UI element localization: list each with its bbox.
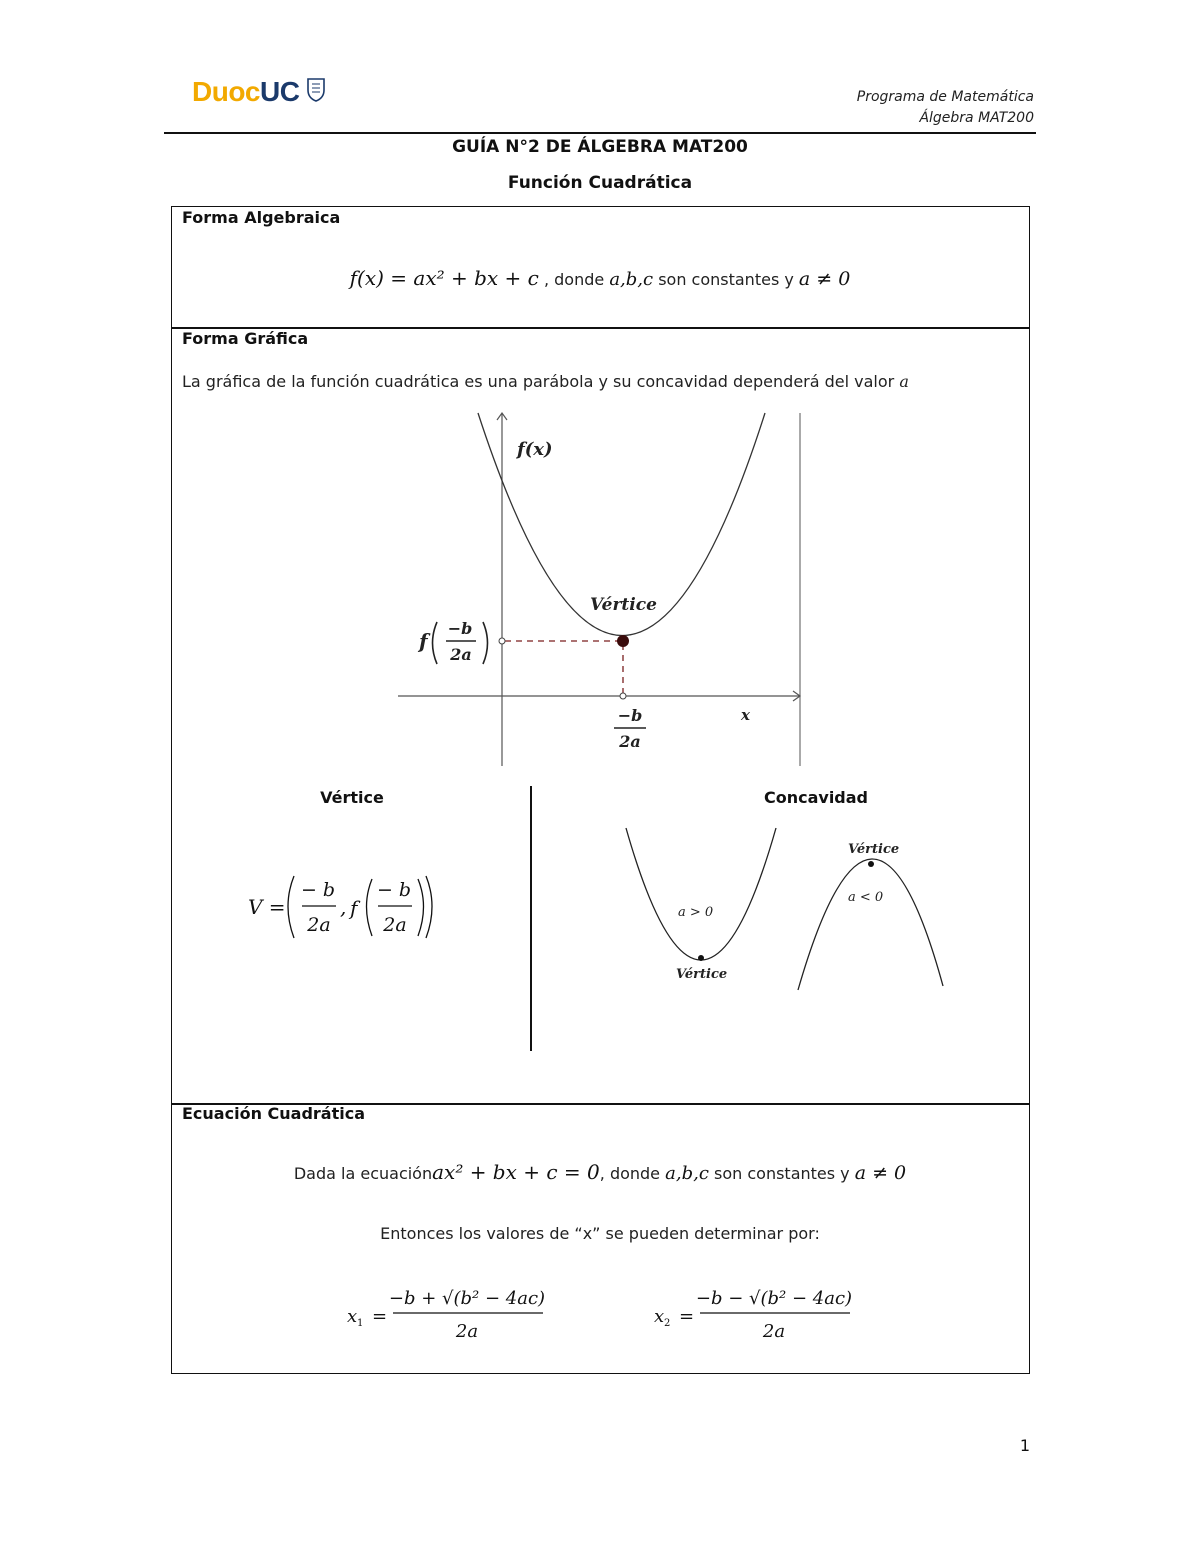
duocuc-logo: DuocUC bbox=[192, 76, 300, 107]
statement-text: Entonces los valores de “x” se pueden determinar por: bbox=[380, 1224, 820, 1243]
quadratic-equation: ax² + bx + c = 0 bbox=[432, 1160, 600, 1184]
svg-text:=: = bbox=[372, 1306, 388, 1327]
parabola-graph bbox=[390, 408, 810, 768]
vertex-point bbox=[617, 635, 629, 647]
svg-text:f: f bbox=[350, 896, 358, 920]
header-rule bbox=[164, 132, 1036, 134]
svg-text:x: x bbox=[654, 1306, 665, 1327]
concave-up-curve bbox=[626, 828, 776, 960]
document-title: GUÍA N°2 DE ÁLGEBRA MAT200 bbox=[452, 137, 748, 157]
svg-text:2: 2 bbox=[664, 1318, 671, 1329]
svg-text:Vértice: Vértice bbox=[676, 967, 728, 982]
svg-text:V =: V = bbox=[248, 895, 286, 919]
column-divider bbox=[530, 786, 532, 1051]
general-form-line: f(x) = ax² + bx + c , donde a,b,c son constantes y a ≠ 0 bbox=[349, 266, 851, 290]
university-seal-icon bbox=[305, 76, 327, 102]
svg-text:2a: 2a bbox=[762, 1321, 786, 1342]
svg-text:x: x bbox=[347, 1306, 358, 1327]
vertex-formula bbox=[242, 864, 442, 948]
section-heading-forma-grafica: Forma Gráfica bbox=[182, 329, 309, 348]
x-axis-label: x bbox=[741, 706, 750, 724]
svg-text:−b: −b bbox=[447, 619, 473, 638]
svg-text:2a: 2a bbox=[450, 645, 472, 664]
program-name: Programa de Matemática bbox=[856, 89, 1034, 105]
svg-text:a > 0: a > 0 bbox=[678, 905, 714, 920]
svg-text:− b: − b bbox=[300, 879, 336, 901]
svg-text:a < 0: a < 0 bbox=[848, 890, 884, 905]
svg-text:− b: − b bbox=[376, 879, 412, 901]
concavity-heading: Concavidad bbox=[763, 788, 869, 807]
graph-description: La gráfica de la función cuadrática es una parábola y su concavidad dependerá del valor a bbox=[182, 372, 909, 391]
general-form-formula: f(x) = ax² + bx + c bbox=[349, 266, 539, 290]
root-formula-x2 bbox=[652, 1280, 862, 1346]
svg-text:,: , bbox=[340, 895, 347, 919]
vertex-label: Vértice bbox=[590, 595, 657, 615]
svg-text:1: 1 bbox=[357, 1318, 364, 1329]
vertex-heading: Vértice bbox=[320, 788, 384, 807]
svg-text:2a: 2a bbox=[307, 914, 331, 936]
svg-text:2a: 2a bbox=[619, 732, 641, 751]
svg-text:2a: 2a bbox=[383, 914, 407, 936]
section-heading-ecuacion: Ecuación Cuadrática bbox=[182, 1104, 366, 1123]
f-letter-label: f bbox=[419, 629, 428, 653]
svg-text:2a: 2a bbox=[455, 1321, 479, 1342]
svg-text:−b + √(b² − 4ac): −b + √(b² − 4ac) bbox=[388, 1288, 546, 1309]
svg-text:Vértice: Vértice bbox=[848, 842, 900, 857]
svg-text:−b: −b bbox=[617, 706, 643, 725]
course-name: Álgebra MAT200 bbox=[919, 110, 1034, 126]
svg-text:=: = bbox=[679, 1306, 695, 1327]
root-formula-x1 bbox=[345, 1280, 555, 1346]
section-heading-forma-algebraica: Forma Algebraica bbox=[182, 208, 341, 227]
page-number: 1 bbox=[1019, 1436, 1030, 1455]
concavity-diagram bbox=[618, 820, 958, 1000]
svg-text:−b − √(b² − 4ac): −b − √(b² − 4ac) bbox=[695, 1288, 853, 1309]
concave-down-curve bbox=[798, 859, 943, 990]
document-subtitle: Función Cuadrática bbox=[507, 173, 693, 193]
y-axis-label: f(x) bbox=[517, 439, 553, 460]
equation-line: Dada la ecuaciónax² + bx + c = 0, donde a,b,c son constantes y a ≠ 0 bbox=[293, 1160, 907, 1184]
